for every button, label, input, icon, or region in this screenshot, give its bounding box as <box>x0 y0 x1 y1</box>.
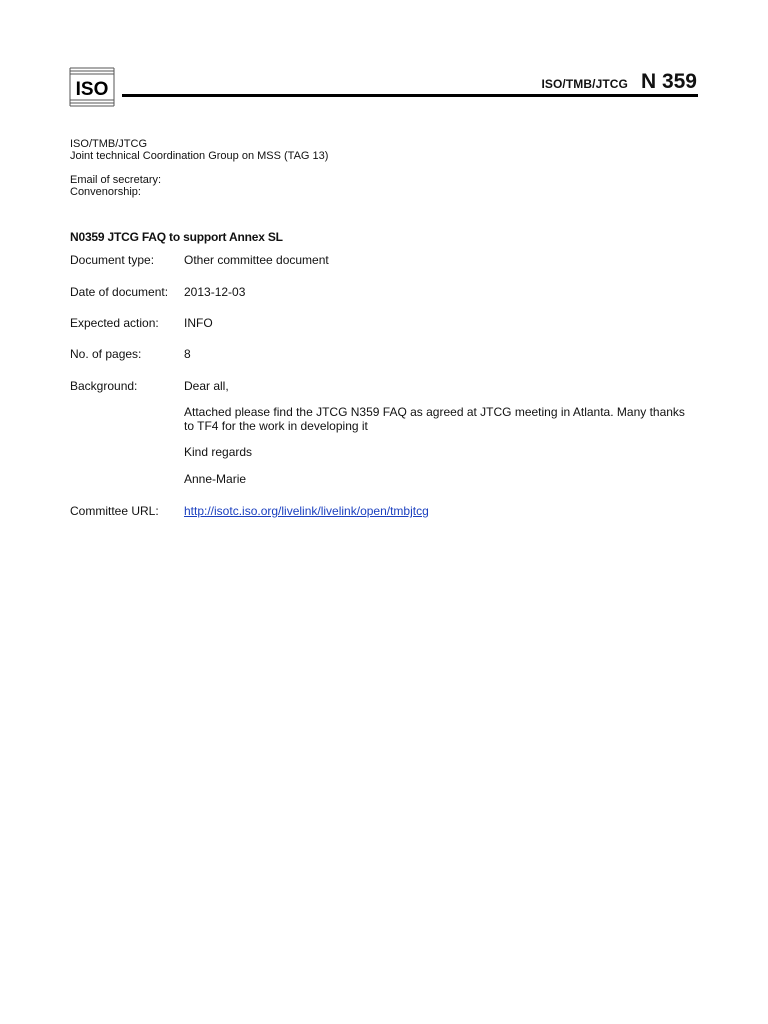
document-type-value: Other committee document <box>184 253 329 267</box>
email-label: Email of secretary: <box>70 174 162 186</box>
convenorship-label: Convenorship: <box>70 186 141 198</box>
committee-code: ISO/TMB/JTCG <box>70 138 147 150</box>
background-body: Attached please find the JTCG N359 FAQ as agreed at JTCG meeting in Atlanta. Many thanks to TF4 for the work in developing it <box>184 405 685 433</box>
svg-text:ISO: ISO <box>75 79 109 100</box>
committee-meta <box>70 138 328 198</box>
background-label: Background: <box>70 379 138 393</box>
expected-action-label: Expected action: <box>70 316 159 330</box>
iso-logo-icon <box>68 66 116 108</box>
expected-action-value: INFO <box>184 316 213 330</box>
date-label: Date of document: <box>70 285 169 299</box>
background-greeting: Dear all, <box>184 379 229 393</box>
header-committee-code: ISO/TMB/JTCG <box>541 77 628 91</box>
committee-url-link[interactable]: http://isotc.iso.org/livelink/livelink/open/tmbjtcg <box>184 504 429 518</box>
document-type-label: Document type: <box>70 253 155 267</box>
date-value: 2013-12-03 <box>184 285 246 299</box>
pages-value: 8 <box>184 347 191 361</box>
header-document-number: N 359 <box>640 70 697 93</box>
document-title: N0359 JTCG FAQ to support Annex SL <box>70 230 283 244</box>
pages-label: No. of pages: <box>70 347 142 361</box>
header-rule <box>122 94 698 97</box>
committee-url-label: Committee URL: <box>70 504 159 518</box>
committee-full-name: Joint technical Coordination Group on MSS (TAG 13) <box>70 150 329 162</box>
background-signature: Anne-Marie <box>184 472 247 486</box>
iso-logo <box>68 66 116 108</box>
background-closing: Kind regards <box>184 445 253 459</box>
